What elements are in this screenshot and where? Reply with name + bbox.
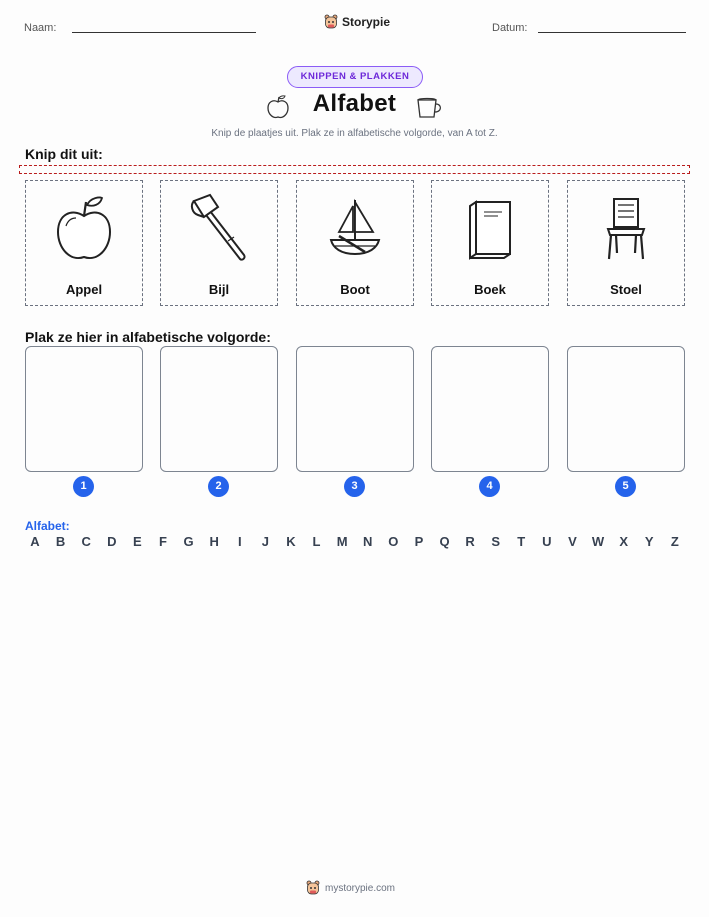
cut-line xyxy=(19,165,690,174)
alphabet-letter: V xyxy=(568,534,577,549)
alphabet-letter: J xyxy=(261,534,269,549)
mug-icon xyxy=(414,94,444,120)
activity-badge: KNIPPEN & PLAKKEN xyxy=(287,66,423,88)
alphabet-letter: E xyxy=(133,534,142,549)
paste-slot-2[interactable] xyxy=(160,346,278,472)
alphabet-letter: W xyxy=(591,534,605,549)
name-line xyxy=(72,32,256,33)
slot-number-2: 2 xyxy=(208,476,229,497)
slot-number-5: 5 xyxy=(615,476,636,497)
alphabet-letter: M xyxy=(336,534,348,549)
cut-card-bijl[interactable] xyxy=(160,180,278,306)
alphabet-letter: R xyxy=(465,534,475,549)
paste-slot-3[interactable] xyxy=(296,346,414,472)
card-label: Appel xyxy=(65,282,103,297)
storypie-mascot-icon xyxy=(306,880,320,896)
alphabet-letter: N xyxy=(363,534,373,549)
alphabet-letter: Y xyxy=(644,534,654,549)
cut-card-stoel[interactable] xyxy=(567,180,685,306)
alphabet-letter: D xyxy=(107,534,117,549)
page-title: Alfabet xyxy=(312,90,397,117)
name-label: Naam: xyxy=(24,22,57,34)
paste-slot-1[interactable] xyxy=(25,346,143,472)
alphabet-letter: Q xyxy=(439,534,450,549)
card-label: Boot xyxy=(340,282,370,297)
alphabet-letter: K xyxy=(286,534,296,549)
axe-icon xyxy=(184,193,254,265)
cut-section-heading: Knip dit uit: xyxy=(25,146,103,162)
alphabet-row xyxy=(25,534,685,549)
alphabet-letter: B xyxy=(55,534,66,549)
cut-card-boot[interactable] xyxy=(296,180,414,306)
title-row xyxy=(0,90,709,118)
alphabet-letter: H xyxy=(209,534,219,549)
slot-number-4: 4 xyxy=(479,476,500,497)
storypie-mascot-icon xyxy=(324,14,338,30)
instructions: Knip de plaatjes uit. Plak ze in alfabetische volgorde, van A tot Z. xyxy=(211,128,498,139)
alphabet-letter: F xyxy=(158,534,167,549)
alphabet-letter: L xyxy=(312,534,321,549)
card-label: Bijl xyxy=(208,282,230,297)
boat-icon xyxy=(325,196,385,262)
slot-number-1: 1 xyxy=(73,476,94,497)
date-line xyxy=(538,32,686,33)
cut-card-appel[interactable] xyxy=(25,180,143,306)
paste-slot-5[interactable] xyxy=(567,346,685,472)
footer xyxy=(306,880,395,896)
book-icon xyxy=(464,198,516,260)
brand-name: Storypie xyxy=(342,15,391,29)
alphabet-heading: Alfabet: xyxy=(25,519,70,533)
alphabet-letter: S xyxy=(491,534,501,549)
alphabet-letter: Z xyxy=(670,534,679,549)
paste-slot-4[interactable] xyxy=(431,346,549,472)
alphabet-letter: O xyxy=(388,534,399,549)
alphabet-letter: I xyxy=(237,534,242,549)
date-label: Datum: xyxy=(492,22,528,34)
apple-icon xyxy=(52,194,116,264)
alphabet-letter: P xyxy=(414,534,424,549)
card-label: Stoel xyxy=(610,282,642,297)
footer-link[interactable]: mystorypie.com xyxy=(325,882,396,894)
alphabet-letter: G xyxy=(183,534,194,549)
alphabet-letter: A xyxy=(30,534,40,549)
slot-number-3: 3 xyxy=(344,476,365,497)
alphabet-letter: X xyxy=(619,534,628,549)
card-label: Boek xyxy=(474,282,506,297)
alphabet-letter: T xyxy=(517,534,526,549)
chair-icon xyxy=(600,195,652,263)
paste-section-heading: Plak ze hier in alfabetische volgorde: xyxy=(25,329,271,345)
brand-logo xyxy=(324,14,390,30)
alphabet-letter: C xyxy=(81,534,91,549)
cut-card-boek[interactable] xyxy=(431,180,549,306)
alphabet-letter: U xyxy=(542,534,552,549)
